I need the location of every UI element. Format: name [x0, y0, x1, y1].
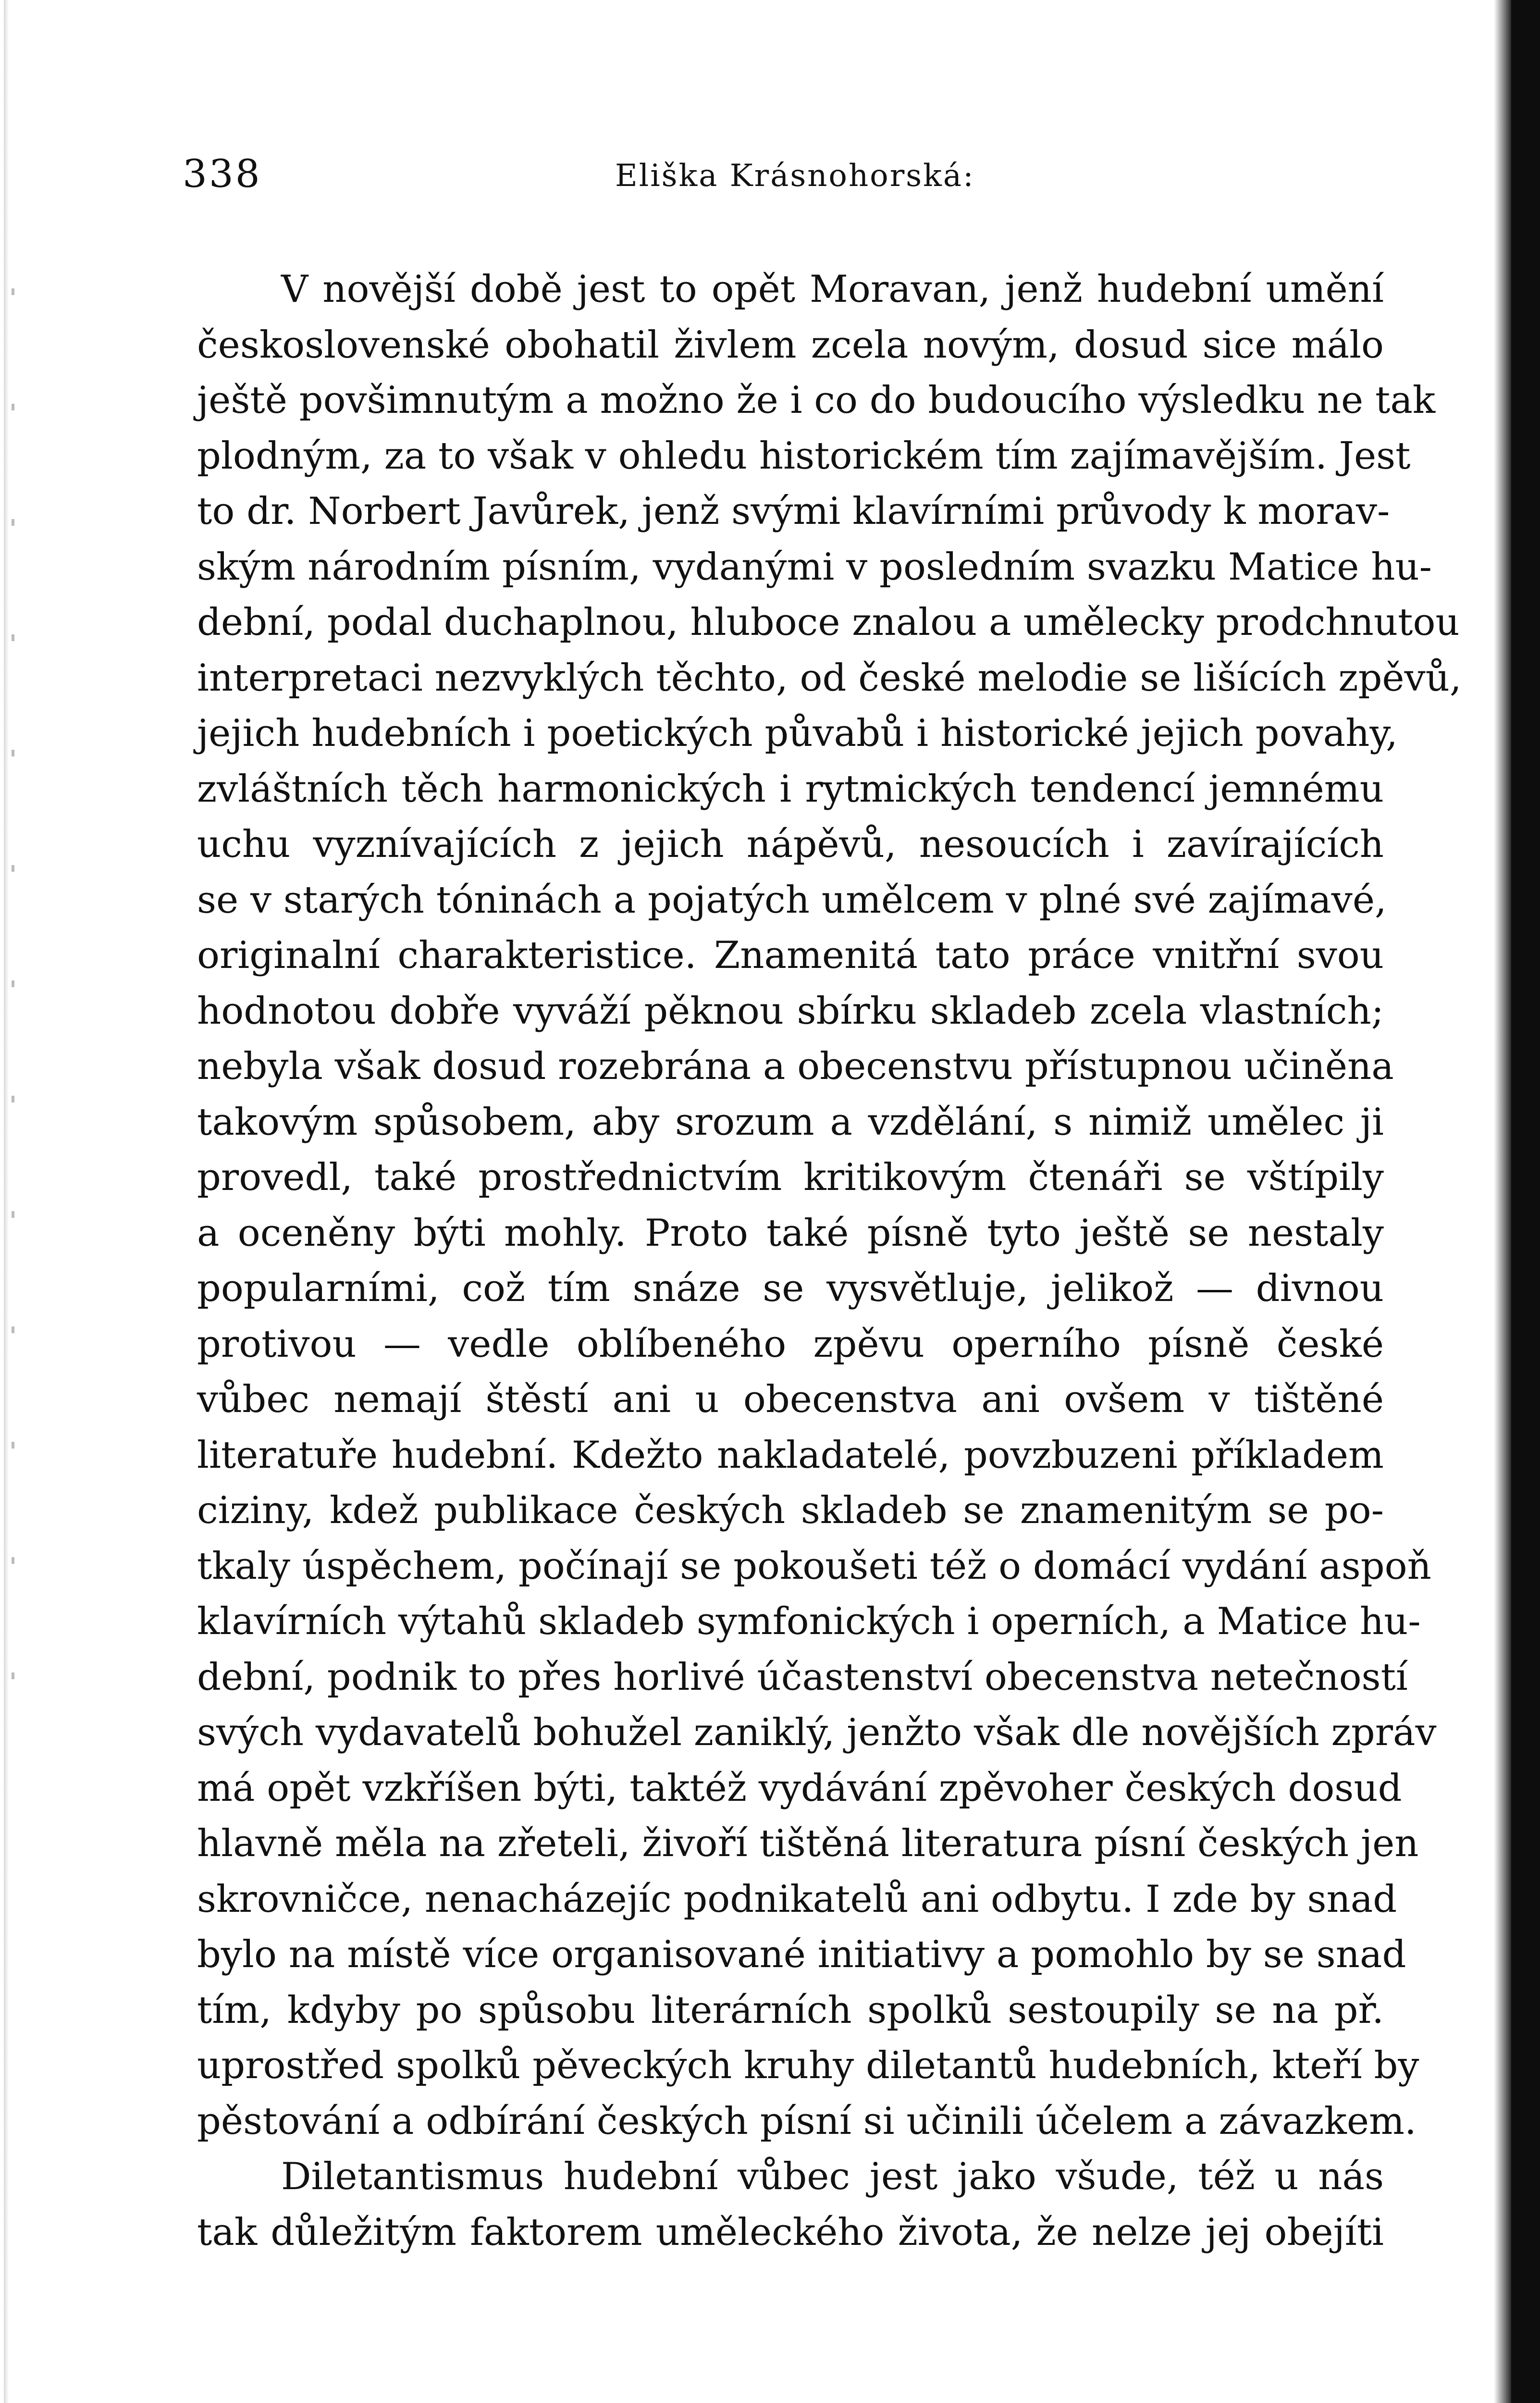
text-line: hlavně měla na zřeteli, živoří tištěná literatura písní českých jen [197, 1822, 1419, 1865]
text-line: pěstování a odbírání českých písní si učinili účelem a závazkem. [197, 2099, 1417, 2143]
text-line: dební, podnik to přes horlivé účastenství obecenstva netečností [197, 1655, 1408, 1699]
text-line: hodnotou dobře vyváží pěknou sbírku skladeb zcela vlastních; [197, 989, 1384, 1033]
text-line: zvláštních těch harmonických i rytmických tendencí jemnému [197, 767, 1384, 811]
scan-left-edge [4, 0, 9, 2403]
running-head: Eliška Krásnohorská: [615, 158, 975, 194]
text-line: dební, podal duchaplnou, hluboce znalou a umělecky prodchnutou [197, 601, 1460, 644]
text-line: popularními, což tím snáze se vysvětluje, jelikož — divnou [197, 1267, 1384, 1310]
text-line: Diletantismus hudební vůbec jest jako všude, též u nás [281, 2155, 1384, 2198]
text-line: vůbec nemají štěstí ani u obecenstva ani ovšem v tištěné [197, 1378, 1384, 1421]
text-line: literatuře hudební. Kdežto nakladatelé, povzbuzeni příkladem [197, 1433, 1384, 1477]
text-line: skrovničce, nenacházejíc podnikatelů ani odbytu. I zde by snad [197, 1877, 1397, 1921]
text-line: interpretaci nezvyklých těchto, od české melodie se lišících zpěvů, [197, 656, 1462, 700]
text-line: tím, kdyby po spůsobu literárních spolků sestoupily se na př. [197, 1988, 1384, 2032]
scan-right-border [1511, 0, 1540, 2403]
page-header [183, 151, 1384, 209]
text-line: československé obohatil živlem zcela novým, dosud sice málo [197, 323, 1384, 367]
body-text [197, 262, 1462, 2260]
text-line: provedl, také prostřednictvím kritikovým čtenáři se vštípily [197, 1156, 1384, 1199]
text-line: protivou — vedle oblíbeného zpěvu operního písně české [197, 1322, 1384, 1366]
text-line: nebyla však dosud rozebrána a obecenstvu přístupnou učiněna [197, 1045, 1394, 1088]
text-line: klavírních výtahů skladeb symfonických i operních, a Matice hu- [197, 1600, 1421, 1643]
text-line: takovým spůsobem, aby srozum a vzdělání, s nimiž umělec ji [197, 1100, 1384, 1144]
text-line: V novější době jest to opět Moravan, jenž hudební umění [281, 268, 1384, 311]
scan-left-marks [12, 288, 14, 1730]
text-line: tak důležitým faktorem uměleckého života, že nelze jej obejíti [197, 2210, 1384, 2254]
text-line: jejich hudebních i poetických půvabů i historické jejich povahy, [197, 712, 1398, 755]
text-line: originalní charakteristice. Znamenitá tato práce vnitřní svou [197, 934, 1384, 977]
page-number: 338 [183, 151, 262, 196]
text-line: svých vydavatelů bohužel zaniklý, jenžto však dle novějších zpráv [197, 1711, 1437, 1754]
text-line: bylo na místě více organisované initiativy a pomohlo by se snad [197, 1933, 1406, 1976]
text-line: ským národním písním, vydanými v posledním svazku Matice hu- [197, 545, 1432, 589]
text-line: ciziny, kdež publikace českých skladeb se znamenitým se po- [197, 1489, 1384, 1532]
text-line: ještě povšimnutým a možno že i co do budoucího výsledku ne tak [197, 379, 1436, 422]
text-line: uchu vyznívajících z jejich nápěvů, nesoucích i zavírajících [197, 823, 1384, 866]
text-line: plodným, za to však v ohledu historickém tím zajímavějším. Jest [197, 434, 1411, 478]
text-line: uprostřed spolků pěveckých kruhy diletantů hudebních, kteří by [197, 2044, 1419, 2087]
text-line: a oceněny býti mohly. Proto také písně tyto ještě se nestaly [197, 1211, 1384, 1255]
text-line: to dr. Norbert Javůrek, jenž svými klavírními průvody k morav- [197, 490, 1390, 533]
scan-right-shadow [1494, 0, 1511, 2403]
text-line: se v starých tóninách a pojatých umělcem v plné své zajímavé, [197, 878, 1387, 922]
text-line: má opět vzkříšen býti, taktéž vydávání zpěvoher českých dosud [197, 1766, 1402, 1810]
text-line: tkaly úspěchem, počínají se pokoušeti též o domácí vydání aspoň [197, 1544, 1431, 1588]
